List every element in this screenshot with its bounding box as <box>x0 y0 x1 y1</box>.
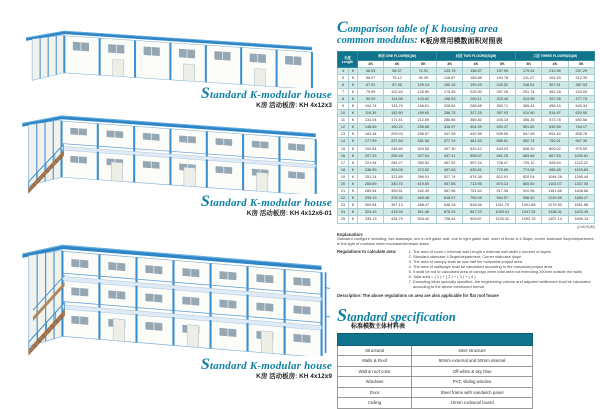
subcolumn-header: 4K <box>384 60 410 67</box>
subcolumn-header: 3K <box>515 60 541 67</box>
title-initial: S <box>200 85 211 102</box>
comparison-row: 21 K 280.54 359.51 442.49 587.96 751.52 917.35 910.96 1161.88 1408.66 <box>338 188 595 195</box>
comparison-row: 13 K 163.34 209.03 258.57 347.08 442.96 539.59 547.28 691.40 835.78 <box>338 131 595 138</box>
explanation-heading: Explanation: <box>337 231 364 237</box>
building-title <box>40 357 332 374</box>
title-line1: omparison table of K housing area <box>347 24 498 35</box>
title-rest: tandard K-modular house <box>210 197 332 209</box>
specification-title-chinese: 标准模数主体材料表 <box>351 323 406 330</box>
title-rest: tandard K-modular house <box>210 360 332 372</box>
building-illustration-3story <box>14 236 330 356</box>
building-title <box>40 86 332 103</box>
comparison-row: 15 K 192.64 246.65 304.55 407.30 520.10 634.03 638.20 809.02 979.00 <box>338 145 595 152</box>
regulations-label: Regulations to calculate area: <box>337 248 397 254</box>
regulations-list <box>403 249 595 290</box>
subcolumn-header: 4K <box>463 60 489 67</box>
title-initial: S <box>200 356 211 373</box>
comparison-table <box>337 51 595 224</box>
comparison-row: 22 K 295.19 378.32 465.48 618.07 790.09 964.57 956.42 1220.69 1480.27 <box>338 195 595 202</box>
title-line2: common modulus: <box>337 35 418 46</box>
building-caption-1 <box>40 86 332 110</box>
regulation-item: 1. The area of room = external wall Length x external wall width x number of layers <box>413 249 595 254</box>
comparison-row: 20 K 265.89 340.70 419.50 557.85 712.95 870.13 865.50 1103.07 1337.05 <box>338 181 595 188</box>
spec-row: Walls & Roof 50mm external and 50mm internal <box>338 356 533 367</box>
explanation-intro: Standard configure including: two stairways, one in left gable wall, one in right gable wall, each of those is 4.5sqm; corner staircase 4sqm/department; In the light of modulus when increase/decrease stairs <box>337 236 595 246</box>
comparison-row: 14 K 177.99 227.84 281.56 377.19 481.53 586.81 592.74 750.21 907.39 <box>338 138 595 145</box>
comparison-row: 16 K 207.29 265.46 327.54 437.41 558.67 681.25 683.66 867.83 1050.61 <box>338 152 595 159</box>
spec-row: Door Steel frame with sandwich panel <box>338 387 533 398</box>
title-chinese: K板房常用模数面积对照表 <box>420 38 503 45</box>
comparison-row: 9 K 104.74 133.79 166.61 226.64 288.68 350.71 365.44 456.16 549.34 <box>338 102 595 109</box>
regulation-item: 3. The area of canopy shall be one half the horizontal project area <box>413 259 595 264</box>
comparison-title <box>337 20 597 47</box>
group-one-floor: 单层 ONE FLOOR(SQM) <box>358 51 437 60</box>
spec-header-band <box>338 333 533 345</box>
explanation-block <box>337 232 595 298</box>
regulation-item: 5. It shall be not to calculated area of canopy when total area not extending 200mm outside the walls <box>413 269 595 274</box>
building-illustration-1story <box>18 24 320 88</box>
comparison-row: 12 K 148.69 190.22 235.58 316.97 404.39 492.37 501.82 632.59 764.17 <box>338 124 595 131</box>
comparison-row: 19 K 251.24 321.89 396.51 527.74 674.38 822.91 820.04 1044.26 1265.44 <box>338 173 595 180</box>
comparison-row: 5 K 56.07 75.12 90.39 126.87 165.88 194.78 211.27 261.93 312.39 <box>338 74 595 81</box>
specification-title <box>337 306 597 330</box>
comparison-row: 23 K 309.84 397.13 488.47 648.18 828.66 1011.79 1001.88 1279.50 1551.88 <box>338 202 595 209</box>
comparison-section <box>337 0 597 409</box>
comparison-row: 17 K 221.94 284.27 350.53 467.52 597.24 728.47 729.12 926.64 1122.22 <box>338 159 595 166</box>
comparison-row: 24 K 324.49 415.94 511.46 678.29 867.23 1059.01 1047.34 1338.31 1623.49 <box>338 209 595 216</box>
title-initial: S <box>337 304 348 325</box>
comparison-row: 10 K 119.39 152.60 189.60 256.75 327.25 397.93 410.90 514.97 620.95 <box>338 110 595 117</box>
spec-header-row <box>338 333 533 345</box>
group-two-floors: 双层 TWO FLOORS(SQM) <box>436 51 515 60</box>
comparison-row: 4 K 46.53 58.37 72.91 103.76 136.87 157.05 179.04 210.96 257.29 <box>338 67 595 74</box>
spec-row: Structural steel structure <box>338 345 533 356</box>
description-note: Description: The above regulations on area are also applicable for flat roof house <box>337 292 499 298</box>
specification-table <box>337 333 533 409</box>
regulation-item: 4. The area of walkways shall be calculated according to the horizontal project area <box>413 264 595 269</box>
title-initial: S <box>200 193 211 210</box>
comparison-row: 25 K 339.13 434.79 534.40 708.44 905.87 1106.30 1092.76 1397.14 1695.13 <box>338 216 595 223</box>
subcolumn-header: 3K <box>358 60 384 67</box>
title-rest: tandard K-modular house <box>210 89 332 101</box>
title-rest: tandard specification <box>347 309 456 324</box>
building-caption-3 <box>40 357 332 381</box>
building-caption-2 <box>40 194 332 218</box>
regulation-item: 2. Standard staircase 4.5sqm/department; Corner staircase 4sqm <box>413 254 595 259</box>
subcolumn-header: 5K <box>489 60 515 67</box>
building-model-label: K房 活动板房: KH 4x12x3 <box>256 101 332 109</box>
subcolumn-header: 5K <box>568 60 594 67</box>
comparison-row: 6 K 67.51 87.36 109.14 150.16 190.49 230.52 248.51 307.51 367.93 <box>338 81 595 88</box>
building-model-label: K房 活动板房: KH 4x12x6-01 <box>246 209 332 217</box>
length-header: 长度 Length <box>338 51 358 67</box>
building-title <box>40 194 332 211</box>
spec-row: Windows PVC sliding window <box>338 377 533 388</box>
group-header-row <box>338 51 595 60</box>
subcolumn-header: 5K <box>410 60 436 67</box>
building-model-label: K房 活动板房: KH 4x12x9 <box>256 372 332 380</box>
building-illustration-2story <box>14 108 324 194</box>
regulation-item: 6. Total area = ( 1 ) + ( 2 ) + ( 3 ) + ( 4 ) <box>413 274 595 279</box>
title-initial: C <box>337 19 348 36</box>
comparison-row: 18 K 236.59 303.08 373.52 497.63 635.81 775.69 774.58 985.45 1193.83 <box>338 166 595 173</box>
comparison-row: 8 K 90.09 114.98 143.62 196.53 250.11 303.49 319.98 397.35 477.73 <box>338 95 595 102</box>
subcolumn-header-row <box>338 60 595 67</box>
comparison-row: 11 K 134.04 171.41 212.59 286.86 365.82 445.15 456.36 573.78 692.56 <box>338 117 595 124</box>
spec-row: Wall & roof color Off-white & sky blue <box>338 366 533 377</box>
subcolumn-header: 3K <box>436 60 462 67</box>
subcolumn-header: 4K <box>542 60 568 67</box>
regulation-item: 7. Excepting other specially specified, the engineering volume and adjusted settlement shall be calculated according to the above mentioned format. <box>413 279 595 289</box>
comparison-row: 7 K 79.95 102.40 125.80 179.35 225.90 267.26 291.74 352.18 423.05 <box>338 88 595 95</box>
group-three-floors: 三层 THREE FLOORS(SQM) <box>515 51 594 60</box>
unit-note: (Unit:SQM) <box>577 224 595 229</box>
spec-row: Ceiling 10mm rockwool board <box>338 398 533 409</box>
